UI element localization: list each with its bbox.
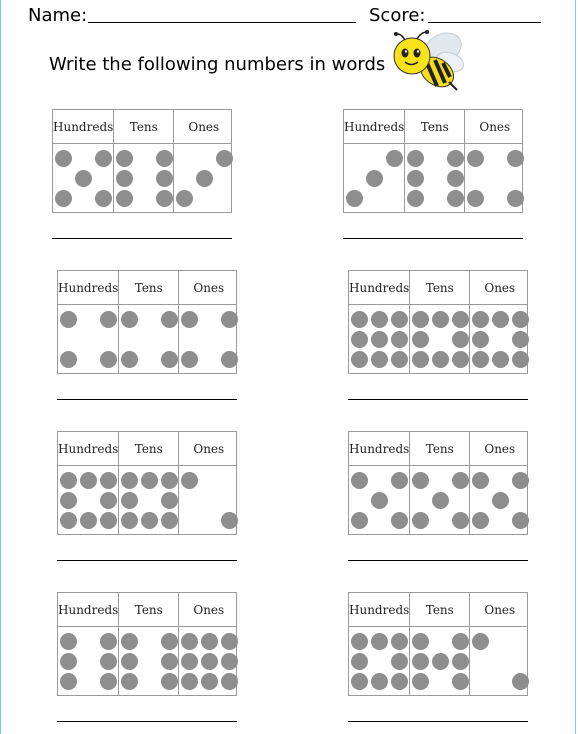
hundreds-dot: [60, 512, 77, 529]
tens-dot: [161, 351, 178, 368]
column-header-ones: Ones: [469, 593, 529, 626]
hundreds-cell: [349, 466, 409, 534]
ones-dot: [181, 633, 198, 650]
tens-dot: [452, 653, 469, 670]
place-value-table-7: [57, 592, 237, 696]
ones-dot: [221, 512, 238, 529]
hundreds-cell: [349, 627, 409, 695]
ones-dot: [492, 311, 509, 328]
answer-line-3[interactable]: [57, 399, 237, 400]
hundreds-dot: [391, 351, 408, 368]
hundreds-dot: [100, 633, 117, 650]
hundreds-dot: [351, 653, 368, 670]
hundreds-dot: [371, 492, 388, 509]
ones-dot: [512, 311, 529, 328]
tens-dot: [161, 472, 178, 489]
column-header-hundreds: Hundreds: [349, 441, 410, 456]
tens-dot: [116, 170, 133, 187]
column-header-tens: Tens: [113, 110, 173, 143]
place-value-table-6: [348, 431, 528, 535]
ones-dot: [216, 150, 233, 167]
tens-dot: [156, 150, 173, 167]
ones-cell: [178, 466, 238, 534]
ones-dot: [221, 311, 238, 328]
place-value-table-4: [348, 270, 528, 374]
tens-cell: [409, 466, 469, 534]
hundreds-dot: [351, 673, 368, 690]
ones-dot: [221, 653, 238, 670]
ones-dot: [507, 150, 524, 167]
tens-dot: [161, 673, 178, 690]
table-dots-row: [344, 144, 522, 212]
hundreds-dot: [100, 472, 117, 489]
tens-cell: [409, 627, 469, 695]
ones-dot: [467, 150, 484, 167]
ones-dot: [472, 472, 489, 489]
hundreds-cell: [58, 627, 118, 695]
hundreds-dot: [351, 351, 368, 368]
table-dots-row: [349, 305, 527, 373]
ones-dot: [181, 351, 198, 368]
ones-cell: [173, 144, 233, 212]
score-field-line[interactable]: [428, 22, 541, 23]
hundreds-dot: [351, 331, 368, 348]
answer-line-2[interactable]: [343, 238, 523, 239]
column-header-hundreds: Hundreds: [58, 602, 119, 617]
hundreds-dot: [60, 633, 77, 650]
tens-dot: [407, 170, 424, 187]
hundreds-dot: [80, 512, 97, 529]
hundreds-dot: [60, 653, 77, 670]
tens-dot: [141, 512, 158, 529]
ones-cell: [464, 144, 524, 212]
hundreds-dot: [346, 190, 363, 207]
tens-dot: [407, 150, 424, 167]
hundreds-dot: [391, 512, 408, 529]
score-label: Score:: [369, 5, 426, 26]
tens-dot: [412, 653, 429, 670]
tens-dot: [156, 190, 173, 207]
table-dots-row: [349, 466, 527, 534]
tens-dot: [161, 633, 178, 650]
ones-cell: [469, 305, 529, 373]
tens-dot: [432, 311, 449, 328]
hundreds-dot: [100, 512, 117, 529]
ones-cell: [178, 305, 238, 373]
place-value-table-1: [52, 109, 232, 213]
column-header-tens: Tens: [404, 110, 464, 143]
hundreds-dot: [371, 331, 388, 348]
hundreds-dot: [60, 351, 77, 368]
tens-dot: [447, 170, 464, 187]
table-header-row: [349, 271, 527, 305]
tens-cell: [118, 305, 178, 373]
hundreds-dot: [371, 633, 388, 650]
hundreds-dot: [351, 472, 368, 489]
ones-dot: [472, 311, 489, 328]
column-header-hundreds: Hundreds: [53, 119, 114, 134]
tens-dot: [156, 170, 173, 187]
ones-dot: [201, 673, 218, 690]
column-header-ones: Ones: [469, 271, 529, 304]
column-header-ones: Ones: [469, 432, 529, 465]
table-header-row: [344, 110, 522, 144]
place-value-table-3: [57, 270, 237, 374]
tens-dot: [121, 472, 138, 489]
hundreds-dot: [366, 170, 383, 187]
answer-line-1[interactable]: [52, 238, 232, 239]
tens-dot: [161, 512, 178, 529]
hundreds-dot: [60, 492, 77, 509]
ones-dot: [512, 351, 529, 368]
hundreds-dot: [100, 673, 117, 690]
name-label: Name:: [28, 5, 88, 26]
hundreds-dot: [351, 311, 368, 328]
table-header-row: [349, 432, 527, 466]
table-header-row: [349, 593, 527, 627]
hundreds-cell: [58, 466, 118, 534]
hundreds-dot: [371, 351, 388, 368]
hundreds-dot: [100, 653, 117, 670]
hundreds-dot: [100, 351, 117, 368]
tens-dot: [447, 150, 464, 167]
tens-dot: [412, 673, 429, 690]
tens-cell: [404, 144, 464, 212]
ones-dot: [472, 331, 489, 348]
tens-dot: [161, 311, 178, 328]
tens-dot: [121, 512, 138, 529]
column-header-tens: Tens: [118, 593, 178, 626]
ones-dot: [492, 492, 509, 509]
column-header-hundreds: Hundreds: [349, 602, 410, 617]
tens-dot: [121, 351, 138, 368]
hundreds-dot: [80, 472, 97, 489]
tens-dot: [452, 673, 469, 690]
name-field-line[interactable]: [88, 22, 356, 23]
ones-dot: [492, 351, 509, 368]
hundreds-dot: [351, 633, 368, 650]
place-value-table-5: [57, 431, 237, 535]
answer-line-8[interactable]: [348, 721, 528, 722]
tens-dot: [432, 351, 449, 368]
column-header-ones: Ones: [178, 432, 238, 465]
tens-cell: [409, 305, 469, 373]
ones-cell: [178, 627, 238, 695]
answer-line-5[interactable]: [57, 560, 237, 561]
tens-dot: [141, 472, 158, 489]
column-header-ones: Ones: [178, 593, 238, 626]
ones-dot: [472, 512, 489, 529]
tens-dot: [121, 633, 138, 650]
tens-cell: [118, 466, 178, 534]
ones-dot: [201, 633, 218, 650]
tens-cell: [118, 627, 178, 695]
column-header-tens: Tens: [409, 432, 469, 465]
tens-dot: [407, 190, 424, 207]
tens-dot: [412, 472, 429, 489]
column-header-hundreds: Hundreds: [58, 280, 119, 295]
column-header-hundreds: Hundreds: [58, 441, 119, 456]
column-header-tens: Tens: [118, 432, 178, 465]
tens-dot: [161, 492, 178, 509]
ones-dot: [221, 633, 238, 650]
hundreds-dot: [95, 150, 112, 167]
tens-dot: [452, 351, 469, 368]
hundreds-dot: [100, 311, 117, 328]
column-header-ones: Ones: [464, 110, 524, 143]
ones-dot: [176, 190, 193, 207]
tens-dot: [432, 492, 449, 509]
answer-line-4[interactable]: [348, 399, 528, 400]
column-header-hundreds: Hundreds: [344, 119, 405, 134]
table-header-row: [58, 432, 236, 466]
tens-dot: [116, 190, 133, 207]
column-header-tens: Tens: [409, 271, 469, 304]
tens-dot: [121, 653, 138, 670]
hundreds-cell: [349, 305, 409, 373]
instruction-text: Write the following numbers in words: [49, 54, 386, 75]
tens-dot: [447, 190, 464, 207]
hundreds-dot: [60, 311, 77, 328]
hundreds-dot: [60, 673, 77, 690]
hundreds-dot: [95, 190, 112, 207]
tens-cell: [113, 144, 173, 212]
answer-line-7[interactable]: [57, 721, 237, 722]
tens-dot: [161, 653, 178, 670]
hundreds-dot: [75, 170, 92, 187]
column-header-ones: Ones: [178, 271, 238, 304]
tens-dot: [412, 351, 429, 368]
ones-dot: [181, 311, 198, 328]
tens-dot: [121, 492, 138, 509]
table-dots-row: [58, 627, 236, 695]
hundreds-cell: [58, 305, 118, 373]
hundreds-dot: [55, 190, 72, 207]
tens-dot: [452, 311, 469, 328]
hundreds-dot: [391, 472, 408, 489]
tens-dot: [432, 653, 449, 670]
ones-dot: [181, 653, 198, 670]
column-header-tens: Tens: [118, 271, 178, 304]
ones-dot: [181, 673, 198, 690]
column-header-hundreds: Hundreds: [349, 280, 410, 295]
bee-icon: [387, 30, 469, 96]
ones-dot: [472, 351, 489, 368]
table-dots-row: [58, 466, 236, 534]
tens-dot: [452, 472, 469, 489]
table-header-row: [58, 271, 236, 305]
answer-line-6[interactable]: [348, 560, 528, 561]
hundreds-cell: [53, 144, 113, 212]
ones-dot: [221, 351, 238, 368]
hundreds-dot: [100, 492, 117, 509]
ones-dot: [467, 190, 484, 207]
hundreds-dot: [55, 150, 72, 167]
tens-dot: [412, 311, 429, 328]
ones-cell: [469, 466, 529, 534]
tens-dot: [452, 331, 469, 348]
column-header-ones: Ones: [173, 110, 233, 143]
hundreds-dot: [391, 633, 408, 650]
table-header-row: [58, 593, 236, 627]
hundreds-dot: [60, 472, 77, 489]
tens-dot: [452, 512, 469, 529]
place-value-table-2: [343, 109, 523, 213]
hundreds-dot: [351, 512, 368, 529]
tens-dot: [121, 311, 138, 328]
ones-dot: [196, 170, 213, 187]
hundreds-dot: [391, 673, 408, 690]
hundreds-cell: [344, 144, 404, 212]
table-dots-row: [58, 305, 236, 373]
tens-dot: [412, 512, 429, 529]
ones-dot: [512, 331, 529, 348]
hundreds-dot: [386, 150, 403, 167]
hundreds-dot: [391, 653, 408, 670]
hundreds-dot: [371, 673, 388, 690]
tens-dot: [121, 673, 138, 690]
ones-dot: [512, 512, 529, 529]
table-dots-row: [349, 627, 527, 695]
hundreds-dot: [391, 311, 408, 328]
ones-dot: [472, 633, 489, 650]
ones-dot: [201, 653, 218, 670]
tens-dot: [452, 633, 469, 650]
tens-dot: [116, 150, 133, 167]
ones-dot: [181, 472, 198, 489]
place-value-table-8: [348, 592, 528, 696]
tens-dot: [412, 633, 429, 650]
ones-dot: [512, 673, 529, 690]
ones-dot: [221, 673, 238, 690]
hundreds-dot: [391, 331, 408, 348]
table-header-row: [53, 110, 231, 144]
tens-dot: [412, 331, 429, 348]
ones-cell: [469, 627, 529, 695]
ones-dot: [507, 190, 524, 207]
hundreds-dot: [371, 311, 388, 328]
table-dots-row: [53, 144, 231, 212]
column-header-tens: Tens: [409, 593, 469, 626]
ones-dot: [512, 472, 529, 489]
